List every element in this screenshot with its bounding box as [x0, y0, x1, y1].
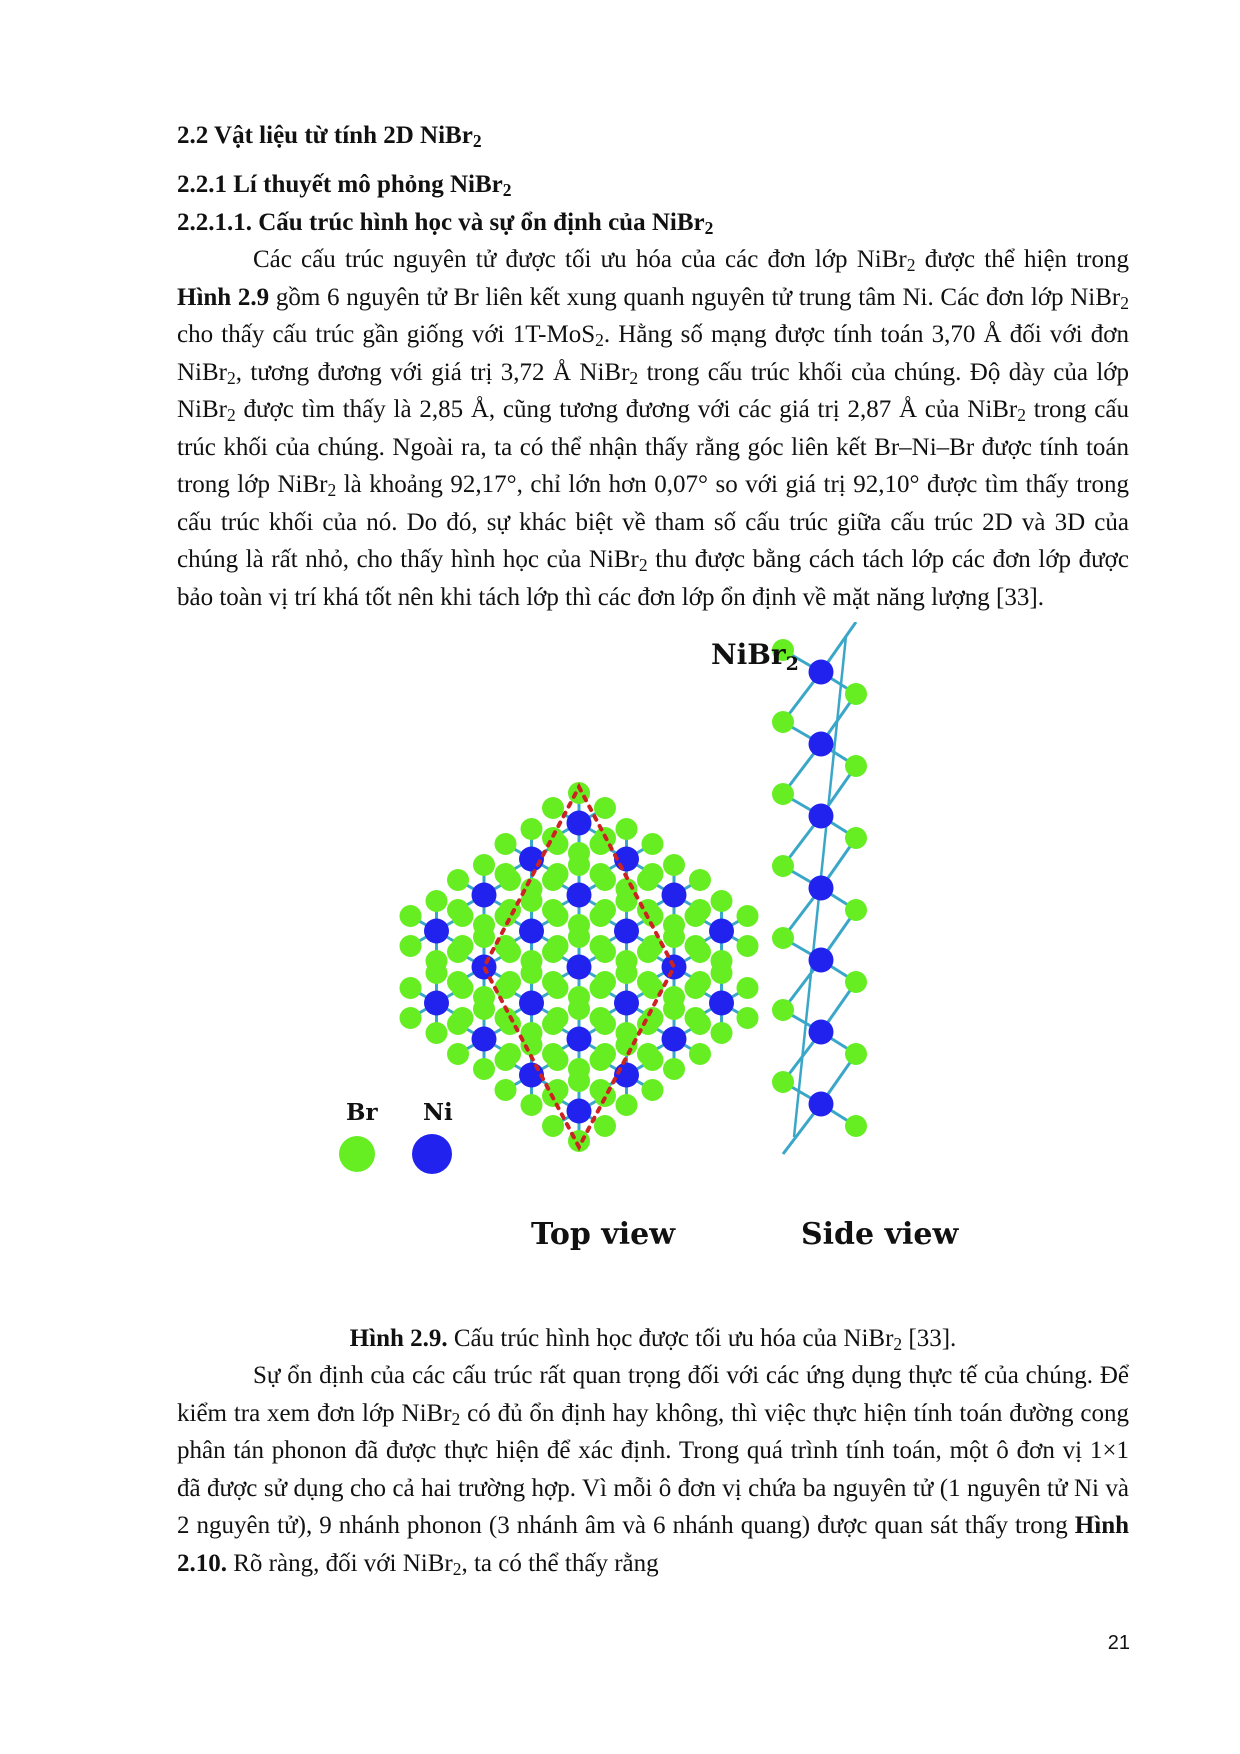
nibr2-structure-diagram [336, 622, 1036, 1317]
top-view-label: Top view [531, 1217, 676, 1252]
side-br-atom [772, 927, 794, 949]
nibr2-structure-figure [336, 622, 1036, 1317]
figure-title: NiBr$_2$ [711, 638, 799, 675]
ni-atom [662, 1027, 687, 1052]
ni-atom [567, 1099, 592, 1124]
br-atom [616, 1094, 638, 1116]
br-atom [594, 869, 616, 891]
figure-reference-2: Hình 2.10. [177, 1512, 1129, 1577]
br-atom [400, 905, 422, 927]
side-ni-atom [809, 804, 834, 829]
br-atom [663, 1058, 685, 1080]
br-atom [594, 1085, 616, 1107]
legend-ni-label: Ni [423, 1099, 453, 1126]
legend-br-atom [339, 1136, 375, 1172]
legend-br-label: Br [346, 1099, 378, 1126]
br-atom [542, 1115, 564, 1137]
br-atom [546, 977, 568, 999]
br-atom [542, 941, 564, 963]
br-atom [637, 869, 659, 891]
side-br-atom [845, 899, 867, 921]
br-atom [590, 977, 612, 999]
br-atom [495, 1049, 517, 1071]
page-number: 21 [1107, 1632, 1130, 1654]
ni-atom [709, 991, 734, 1016]
br-atom [641, 1079, 663, 1101]
side-ni-atom [809, 948, 834, 973]
br-atom [473, 1058, 495, 1080]
ni-atom [567, 811, 592, 836]
br-atom [542, 1013, 564, 1035]
side-ni-atom [809, 876, 834, 901]
br-atom [521, 1094, 543, 1116]
side-br-atom [772, 999, 794, 1021]
br-atom [473, 998, 495, 1020]
br-atom [499, 869, 521, 891]
side-br-atom [845, 1043, 867, 1065]
side-view-label: Side view [801, 1217, 959, 1252]
br-atom [594, 797, 616, 819]
br-atom [495, 833, 517, 855]
side-br-atom [845, 971, 867, 993]
br-atom [451, 905, 473, 927]
br-atom [590, 833, 612, 855]
br-atom [736, 905, 758, 927]
page-content [177, 118, 1129, 1582]
br-atom [400, 977, 422, 999]
br-atom [685, 905, 707, 927]
br-atom [590, 905, 612, 927]
ni-atom [472, 883, 497, 908]
br-atom [689, 869, 711, 891]
br-atom [711, 962, 733, 984]
ni-atom [424, 991, 449, 1016]
br-atom [616, 962, 638, 984]
br-atom [546, 1049, 568, 1071]
figure-caption: Hình 2.9. Cấu trúc hình học được tối ưu hóa của NiBr$_2$ [33]. [349, 1325, 957, 1354]
side-ni-atom [809, 732, 834, 757]
ni-atom [424, 919, 449, 944]
br-atom [521, 1034, 543, 1056]
ni-atom [567, 955, 592, 980]
br-atom [521, 962, 543, 984]
side-br-atom [845, 683, 867, 705]
br-atom [542, 797, 564, 819]
br-atom [711, 1022, 733, 1044]
ni-atom [567, 1027, 592, 1052]
br-atom [663, 998, 685, 1020]
br-atom [546, 905, 568, 927]
subsection-heading: 2.2.1 Lí thuyết mô phỏng NiBr$_2$ [177, 171, 512, 200]
side-br-atom [772, 711, 794, 733]
ni-atom [614, 1063, 639, 1088]
br-atom [711, 890, 733, 912]
br-atom [641, 833, 663, 855]
ni-atom [519, 919, 544, 944]
ni-atom [662, 883, 687, 908]
br-atom [542, 869, 564, 891]
subsubsection-heading: 2.2.1.1. Cấu trúc hình học và sự ổn định của NiBr$_2$ [177, 209, 714, 238]
br-atom [594, 941, 616, 963]
side-ni-atom [809, 1092, 834, 1117]
ni-atom [472, 1027, 497, 1052]
br-atom [426, 890, 448, 912]
br-atom [400, 1007, 422, 1029]
br-atom [736, 977, 758, 999]
br-atom [641, 1049, 663, 1071]
br-atom [473, 926, 495, 948]
ni-atom [614, 991, 639, 1016]
br-atom [689, 1043, 711, 1065]
br-atom [663, 854, 685, 876]
side-ni-atom [809, 1020, 834, 1045]
br-atom [689, 1013, 711, 1035]
side-br-atom [772, 1071, 794, 1093]
legend-ni-atom [412, 1134, 452, 1174]
br-atom [447, 1043, 469, 1065]
side-br-atom [772, 855, 794, 877]
side-br-atom [845, 827, 867, 849]
section-heading: 2.2 Vật liệu từ tính 2D NiBr$_2$ [177, 122, 482, 151]
br-atom [451, 977, 473, 999]
br-atom [495, 1079, 517, 1101]
br-atom [736, 935, 758, 957]
br-atom [426, 1022, 448, 1044]
br-atom [689, 941, 711, 963]
br-atom [568, 926, 590, 948]
br-atom [616, 818, 638, 840]
side-br-atom [845, 755, 867, 777]
br-atom [447, 941, 469, 963]
side-br-atom [845, 1115, 867, 1137]
figure-reference: Hình 2.9 [177, 283, 270, 311]
br-atom [663, 926, 685, 948]
br-atom [521, 818, 543, 840]
br-atom [426, 962, 448, 984]
br-atom [594, 1115, 616, 1137]
ni-atom [614, 919, 639, 944]
br-atom [594, 1013, 616, 1035]
ni-atom [567, 883, 592, 908]
br-atom [400, 935, 422, 957]
br-atom [568, 1070, 590, 1092]
br-atom [447, 1013, 469, 1035]
side-br-atom [772, 783, 794, 805]
br-atom [568, 854, 590, 876]
br-atom [495, 977, 517, 999]
br-atom [590, 1049, 612, 1071]
br-atom [447, 869, 469, 891]
br-atom [637, 941, 659, 963]
paragraph-geometry: Các cấu trúc nguyên tử được tối ưu hóa của các đơn lớp NiBr$_2$ được thể hiện trong Hình 2.9 gồm 6 nguyên tử Br liên kết xung quanh nguyên tử trung tâm Ni. Các đơn lớp NiBr$_2$ cho thấy cấu trúc gần giống với 1T-MoS$_2$. Hằng số mạng được tính toán 3,70 Å đối với đơn NiBr$_2$, tương đương với giá trị 3,72 Å NiBr$_2$ trong cấu trúc khối của chúng. Độ dày của lớp NiBr$_2$ được tìm thấy là 2,85 Å, cũng tương đương với các giá trị 2,87 Å của NiBr$_2$ trong cấu trúc khối của chúng. Ngoài ra, ta có thể nhận thấy rằng góc liên kết Br–Ni–Br được tính toán trong lớp NiBr$_2$ là khoảng 92,17°, chỉ lớn hơn 0,07° so với giá trị 92,10° được tìm thấy trong cấu trúc khối của nó. Do đó, sự khác biệt về tham số cấu trúc giữa cấu trúc 2D và 3D của chúng là rất nhỏ, cho thấy hình học của NiBr$_2$ thu được bằng cách tách lớp các đơn lớp được bảo toàn vị trí khá tốt nên khi tách lớp thì các đơn lớp ổn định về mặt năng lượng [33]. [177, 246, 1130, 611]
ni-atom [519, 991, 544, 1016]
br-atom [499, 941, 521, 963]
paragraph-stability: Sự ổn định của các cấu trúc rất quan trọng đối với các ứng dụng thực tế của chúng. Để kiểm tra xem đơn lớp NiBr$_2$ có đủ ổn định hay không, thì việc thực hiện tính toán đường cong phân tán phonon đã được thực hiện để xác định. Trong quá trình tính toán, một ô đơn vị 1×1 đã được sử dụng cho cả hai trường hợp. Vì mỗi ô đơn vị chứa ba nguyên tử (1 nguyên tử Ni và 2 nguyên tử), 9 nhánh phonon (3 nhánh âm và 6 nhánh quang) được quan sát thấy trong Hình 2.10. Rõ ràng, đối với NiBr$_2$, ta có thể thấy rằng [177, 1362, 1129, 1579]
br-atom [685, 977, 707, 999]
ni-atom [709, 919, 734, 944]
br-atom [568, 998, 590, 1020]
br-atom [473, 854, 495, 876]
ni-atom [519, 847, 544, 872]
side-view-atoms [772, 639, 867, 1137]
br-atom [736, 1007, 758, 1029]
side-ni-atom [809, 660, 834, 685]
